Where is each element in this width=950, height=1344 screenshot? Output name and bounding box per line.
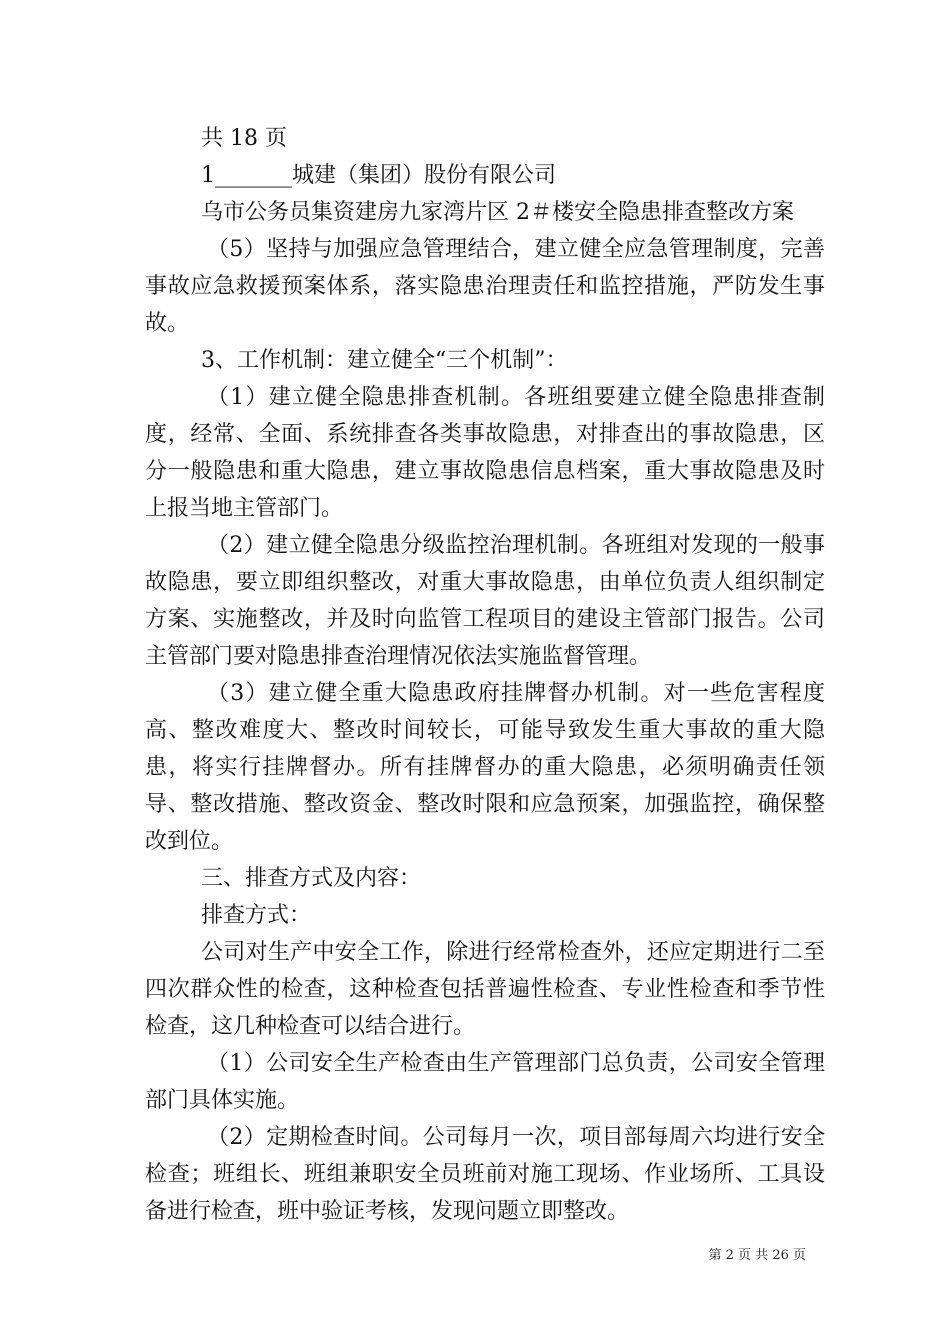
paragraph-company-safety-checks: 公司对生产中安全工作，除进行经常检查外，还应定期进行二至四次群众性的检查，这种检查包括普遍性检查、专业性检查和季节性检查，这几种检查可以结合进行。	[145, 940, 825, 1039]
paragraph-graded-monitoring-mechanism: （2）建立健全隐患分级监控治理机制。各班组对发现的一般事故隐患，要立即组织整改，对重大事故隐患，由单位负责人组织制定方案、实施整改，并及时向监管工程项目的建设主管部门报告。公司主管部门要对隐患排查治理情况依法实施监督管理。	[145, 533, 825, 669]
document-title-line: 乌市公务员集资建房九家湾片区 2＃楼安全隐患排查整改方案	[201, 200, 794, 225]
company-name-line: 1_______城建（集团）股份有限公司	[201, 163, 556, 188]
paragraph-hazard-investigation-mechanism: （1）建立健全隐患排查机制。各班组要建立健全隐患排查制度，经常、全面、系统排查各类事故隐患，对排查出的事故隐患，区分一般隐患和重大隐患，建立事故隐患信息档案，重大事故隐患及时上报当地主管部门。	[145, 385, 825, 521]
page-count-line: 共 18 页	[201, 126, 287, 151]
document-body	[145, 120, 825, 1230]
paragraph-government-supervision-mechanism: （3）建立健全重大隐患政府挂牌督办机制。对一些危害程度高、整改难度大、整改时间较长，可能导致发生重大事故的重大隐患，将实行挂牌督办。所有挂牌督办的重大隐患，必须明确责任领导、整改措施、整改资金、整改时限和应急预案，加强监控，确保整改到位。	[145, 681, 825, 854]
paragraph-work-mechanism-heading: 3、工作机制：建立健全“三个机制”：	[201, 348, 568, 373]
paragraph-periodic-check-time: （2）定期检查时间。公司每月一次，项目部每周六均进行安全检查；班组长、班组兼职安全员班前对施工现场、作业场所、工具设备进行检查，班中验证考核，发现问题立即整改。	[145, 1125, 825, 1224]
page-number-footer: 第 2 页 共 26 页	[708, 1248, 806, 1263]
subheading-investigation-method: 排查方式：	[201, 903, 312, 928]
paragraph-emergency-management: （5）坚持与加强应急管理结合，建立健全应急管理制度，完善事故应急救援预案体系，落实隐患治理责任和监控措施，严防发生事故。	[145, 237, 825, 336]
paragraph-safety-check-responsibility: （1）公司安全生产检查由生产管理部门总负责，公司安全管理部门具体实施。	[145, 1051, 825, 1113]
section-heading-investigation-methods: 三、排查方式及内容：	[201, 866, 422, 891]
